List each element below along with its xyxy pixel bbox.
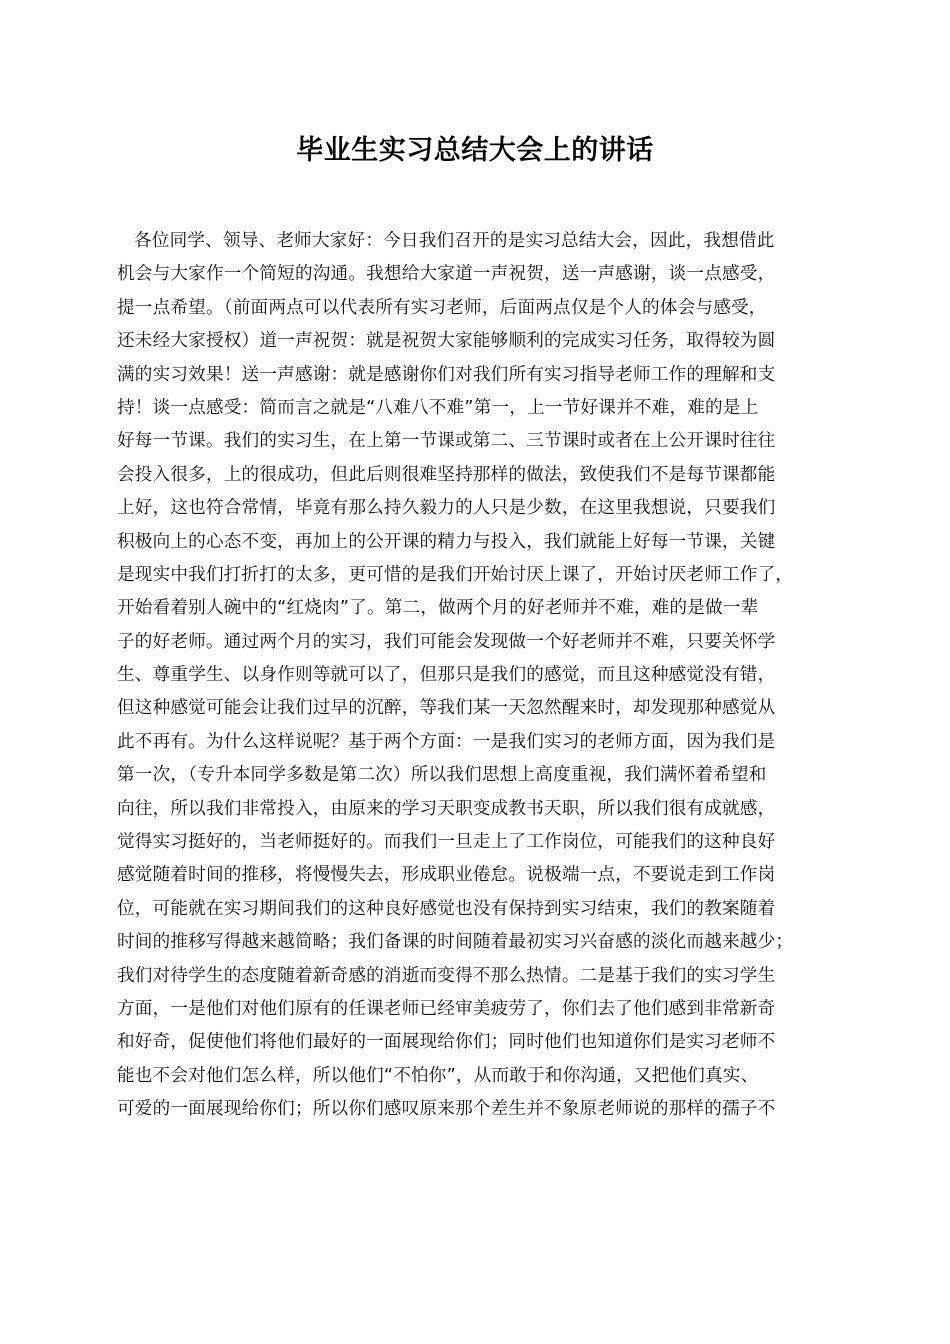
body-line: 我们对待学生的态度随着新奇感的消逝而变得不那么热情。二是基于我们的实习学生 <box>117 965 776 986</box>
body-line: 子的好老师。通过两个月的实习，我们可能会发现做一个好老师并不难，只要关怀学 <box>117 631 776 652</box>
body-line: 位，可能就在实习期间我们的这种良好感觉也没有保持到实习结束，我们的教案随着 <box>117 898 776 919</box>
body-line: 机会与大家作一个简短的沟通。我想给大家道一声祝贺，送一声感谢，谈一点感受， <box>117 264 776 285</box>
body-line: 会投入很多，上的很成功，但此后则很难坚持那样的做法，致使我们不是每节课都能 <box>117 464 776 485</box>
document-title: 毕业生实习总结大会上的讲话 <box>296 135 654 166</box>
document-body <box>117 225 837 1127</box>
body-line: 可爱的一面展现给你们；所以你们感叹原来那个差生并不象原老师说的那样的孺子不 <box>117 1099 776 1120</box>
body-line: 但这种感觉可能会让我们过早的沉醉，等我们某一天忽然醒来时，却发现那种感觉从 <box>117 698 776 719</box>
body-line: 能也不会对他们怎么样，所以他们“不怕你”，从而敢于和你沟通，又把他们真实、 <box>117 1065 759 1086</box>
body-line: 向往，所以我们非常投入，由原来的学习天职变成教书天职，所以我们很有成就感， <box>117 798 776 819</box>
body-line: 还未经大家授权）道一声祝贺：就是祝贺大家能够顺利的完成实习任务，取得较为圆 <box>117 331 776 352</box>
body-line: 生、尊重学生、以身作则等就可以了，但那只是我们的感觉，而且这种感觉没有错， <box>117 665 776 686</box>
body-line: 各位同学、领导、老师大家好：今日我们召开的是实习总结大会，因此，我想借此 <box>134 231 775 251</box>
body-line: 第一次，（专升本同学多数是第二次）所以我们思想上高度重视，我们满怀着希望和 <box>117 765 767 786</box>
body-line: 和好奇，促使他们将他们最好的一面展现给你们；同时他们也知道你们是实习老师不 <box>117 1032 776 1053</box>
body-line: 持！谈一点感受：简而言之就是“八难八不难”第一，上一节好课并不难，难的是上 <box>117 397 759 418</box>
body-line: 好每一节课。我们的实习生，在上第一节课或第二、三节课时或者在上公开课时往往 <box>117 431 776 452</box>
body-line: 时间的推移写得越来越简略；我们备课的时间随着最初实习兴奋感的淡化而越来越少； <box>117 932 794 953</box>
body-line: 觉得实习挺好的，当老师挺好的。而我们一旦走上了工作岗位，可能我们的这种良好 <box>117 832 776 853</box>
body-line: 提一点希望。（前面两点可以代表所有实习老师，后面两点仅是个人的体会与感受， <box>117 297 767 318</box>
body-line: 上好，这也符合常情，毕竟有那么持久毅力的人只是少数，在这里我想说，只要我们 <box>117 498 776 519</box>
body-line: 满的实习效果！送一声感谢：就是感谢你们对我们所有实习指导老师工作的理解和支 <box>117 364 776 385</box>
body-line: 积极向上的心态不变，再加上的公开课的精力与投入，我们就能上好每一节课，关键 <box>117 531 776 552</box>
body-line: 开始看着别人碗中的“红烧肉”了。第二，做两个月的好老师并不难，难的是做一辈 <box>117 598 759 619</box>
body-line: 是现实中我们打折打的太多，更可惜的是我们开始讨厌上课了，开始讨厌老师工作了， <box>117 564 794 585</box>
body-line: 方面，一是他们对他们原有的任课老师已经审美疲劳了，你们去了他们感到非常新奇 <box>117 998 776 1019</box>
body-line: 感觉随着时间的推移，将慢慢失去，形成职业倦怠。说极端一点，不要说走到工作岗 <box>117 865 776 886</box>
body-line: 此不再有。为什么这样说呢？基于两个方面：一是我们实习的老师方面，因为我们是 <box>117 731 776 752</box>
